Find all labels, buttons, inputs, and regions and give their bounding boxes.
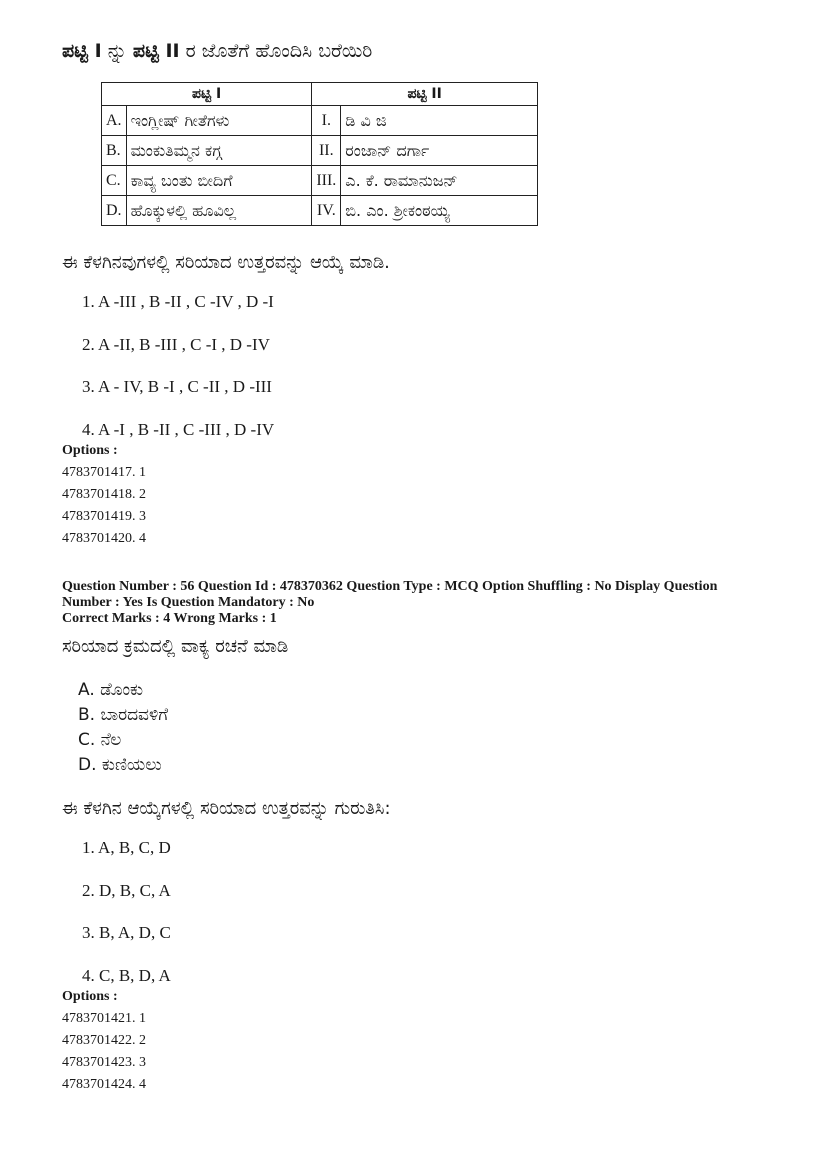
q55-answer-1: 1. A -III , B -II , C -IV , D -I bbox=[82, 292, 274, 311]
q55-option-2: 4783701418. 2 bbox=[62, 487, 146, 502]
header-list1: ಪಟ್ಟಿ I bbox=[102, 83, 312, 106]
row-left: ಮಂಕುತಿಮ್ಮನ ಕಗ್ಗ bbox=[126, 136, 312, 166]
q56-meta-line2: Number : Yes Is Question Mandatory : No bbox=[62, 595, 315, 610]
header-list2: ಪಟ್ಟಿ II bbox=[312, 83, 538, 106]
row-letter: A. bbox=[102, 106, 127, 136]
heading-list1: ಪಟ್ಟಿ I bbox=[62, 40, 102, 62]
q56-option-4: 4783701424. 4 bbox=[62, 1077, 146, 1092]
q56-item-a: A. ಡೊಂಕು bbox=[78, 680, 144, 700]
q56-option-3: 4783701423. 3 bbox=[62, 1055, 146, 1070]
q55-option-3: 4783701419. 3 bbox=[62, 509, 146, 524]
q55-option-4: 4783701420. 4 bbox=[62, 531, 146, 546]
row-roman: IV. bbox=[312, 196, 341, 226]
q56-item-c: C. ನೆಲ bbox=[78, 730, 122, 750]
row-right: ಡಿ ವಿ ಜಿ bbox=[341, 106, 538, 136]
table-row bbox=[102, 196, 538, 226]
match-table-header bbox=[102, 83, 538, 106]
q56-meta bbox=[62, 579, 782, 627]
row-left: ಹೊಕ್ಕುಳಲ್ಲಿ ಹೂವಿಲ್ಲ bbox=[126, 196, 312, 226]
q56-item-d: D. ಕುಣಿಯಲು bbox=[78, 755, 162, 775]
q55-instruction: ಈ ಕೆಳಗಿನವುಗಳಲ್ಲಿ ಸರಿಯಾದ ಉತ್ತರವನ್ನು ಆಯ್ಕೆ ಮಾಡಿ. bbox=[62, 252, 390, 273]
row-roman: III. bbox=[312, 166, 341, 196]
row-roman: I. bbox=[312, 106, 341, 136]
q56-instruction: ಈ ಕೆಳಗಿನ ಆಯ್ಕೆಗಳಲ್ಲಿ ಸರಿಯಾದ ಉತ್ತರವನ್ನು ಗುರುತಿಸಿ: bbox=[62, 798, 391, 819]
row-left: ಕಾವ್ಯ ಬಂತು ಬೀದಿಗೆ bbox=[126, 166, 312, 196]
q56-options-label: Options : bbox=[62, 989, 118, 1004]
row-letter: B. bbox=[102, 136, 127, 166]
heading-connector: ನ್ನು bbox=[107, 40, 127, 62]
q55-answer-2: 2. A -II, B -III , C -I , D -IV bbox=[82, 335, 270, 354]
row-right: ರಂಜಾನ್ ದರ್ಗಾ bbox=[341, 136, 538, 166]
q56-meta-line1: Question Number : 56 Question Id : 478370362 Question Type : MCQ Option Shuffling : No Display Question bbox=[62, 579, 718, 594]
q56-marks: Correct Marks : 4 Wrong Marks : 1 bbox=[62, 611, 277, 626]
table-row bbox=[102, 166, 538, 196]
q55-options-label: Options : bbox=[62, 443, 118, 458]
q56-option-1: 4783701421. 1 bbox=[62, 1011, 146, 1026]
row-left: ಇಂಗ್ಲೀಷ್ ಗೀತೆಗಳು bbox=[126, 106, 312, 136]
row-roman: II. bbox=[312, 136, 341, 166]
row-letter: C. bbox=[102, 166, 127, 196]
row-right: ಎ. ಕೆ. ರಾಮಾನುಜನ್ bbox=[341, 166, 538, 196]
q55-answer-4: 4. A -I , B -II , C -III , D -IV bbox=[82, 420, 275, 439]
q56-prompt: ಸರಿಯಾದ ಕ್ರಮದಲ್ಲಿ ವಾಕ್ಯ ರಚನೆ ಮಾಡಿ bbox=[62, 636, 289, 657]
table-row bbox=[102, 106, 538, 136]
heading-list2: ಪಟ್ಟಿ II bbox=[132, 40, 180, 62]
q56-answer-3: 3. B, A, D, C bbox=[82, 923, 171, 942]
match-table bbox=[101, 82, 538, 226]
q55-option-1: 4783701417. 1 bbox=[62, 465, 146, 480]
q56-answer-2: 2. D, B, C, A bbox=[82, 881, 171, 900]
q56-answer-4: 4. C, B, D, A bbox=[82, 966, 171, 985]
q56-item-b: B. ಬಾರದವಳಿಗೆ bbox=[78, 705, 169, 725]
heading-rest: ರ ಜೊತೆಗೆ ಹೊಂದಿಸಿ ಬರೆಯಿರಿ bbox=[185, 40, 373, 62]
q55-heading bbox=[62, 40, 372, 62]
q56-answer-1: 1. A, B, C, D bbox=[82, 838, 171, 857]
q56-option-2: 4783701422. 2 bbox=[62, 1033, 146, 1048]
table-row bbox=[102, 136, 538, 166]
row-letter: D. bbox=[102, 196, 127, 226]
row-right: ಬಿ. ಎಂ. ಶ್ರೀಕಂಠಯ್ಯ bbox=[341, 196, 538, 226]
q55-answer-3: 3. A - IV, B -I , C -II , D -III bbox=[82, 377, 272, 396]
